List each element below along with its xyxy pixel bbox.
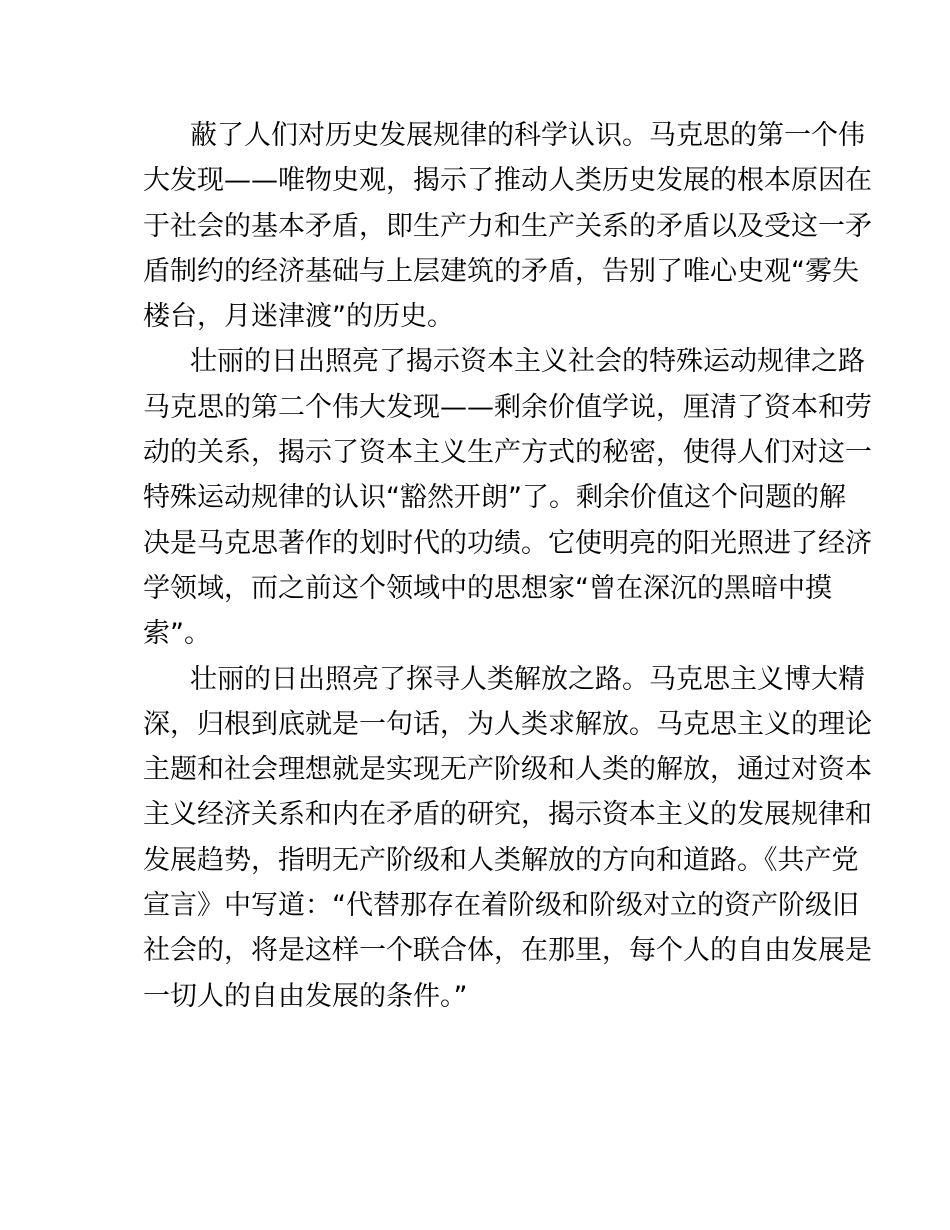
text-line: 深，归根到底就是一句话，为人类求解放。马克思主义的理论 [143, 708, 872, 740]
text-line: 索”。 [143, 618, 211, 650]
text-line: 壮丽的日出照亮了探寻人类解放之路。马克思主义博大精 [190, 663, 865, 695]
paragraph-1 [143, 113, 872, 339]
text-line: 大发现——唯物史观，揭示了推动人类历史发展的根本原因在 [143, 165, 872, 197]
text-line: 蔽了人们对历史发展规律的科学认识。马克思的第一个伟 [190, 120, 865, 151]
text-line: 楼台，月迷津渡”的历史。 [143, 301, 454, 333]
text-line: 特殊运动规律的认识“豁然开朗”了。剩余价值这个问题的解 [143, 482, 846, 514]
text-line: 学领域，而之前这个领域中的思想家“曾在深沉的黑暗中摸 [143, 572, 832, 604]
text-line: 盾制约的经济基础与上层建筑的矛盾，告别了唯心史观“雾失 [143, 255, 859, 287]
text-line: 社会的，将是这样一个联合体，在那里，每个人的自由发展是 [143, 935, 872, 967]
text-line: 主题和社会理想就是实现无产阶级和人类的解放，通过对资本 [143, 754, 872, 786]
text-line: 一切人的自由发展的条件。” [143, 980, 468, 1012]
text-line: 决是马克思著作的划时代的功绩。它使明亮的阳光照进了经济 [143, 527, 872, 559]
document-page [143, 113, 872, 1019]
paragraph-3 [143, 657, 872, 1019]
text-line: 发展趋势，指明无产阶级和人类解放的方向和道路。《共产党 [143, 844, 859, 876]
text-line: 动的关系，揭示了资本主义生产方式的秘密，使得人们对这一 [143, 437, 872, 469]
text-line: 于社会的基本矛盾，即生产力和生产关系的矛盾以及受这一矛 [143, 210, 872, 242]
text-line: 主义经济关系和内在矛盾的研究，揭示资本主义的发展规律和 [143, 799, 872, 831]
paragraph-2 [143, 339, 872, 656]
text-line: 壮丽的日出照亮了揭示资本主义社会的特殊运动规律之路 [190, 346, 865, 378]
text-line: 马克思的第二个伟大发现——剩余价值学说，厘清了资本和劳 [143, 391, 872, 423]
text-line: 宣言》中写道：“代替那存在着阶级和阶级对立的资产阶级旧 [143, 890, 859, 922]
